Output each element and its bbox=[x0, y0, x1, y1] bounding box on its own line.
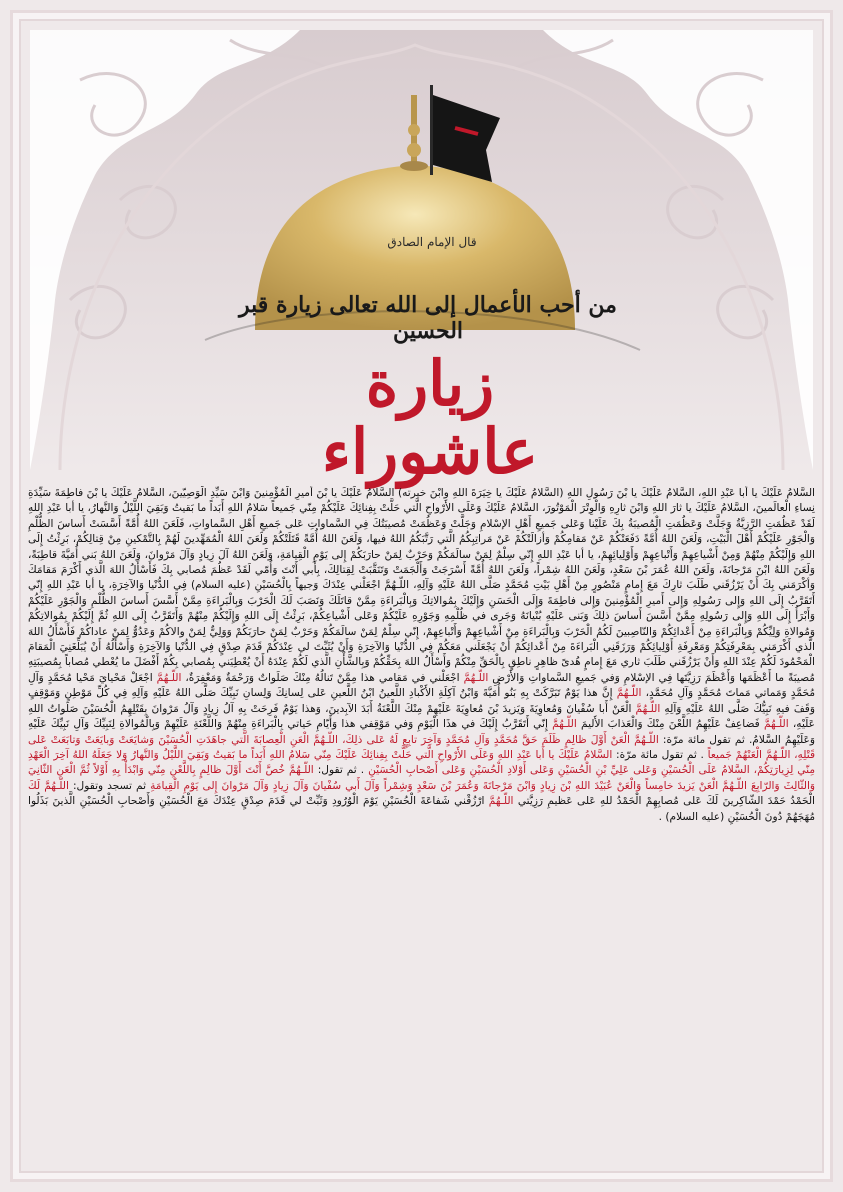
text-segment-highlight: اللّـهُمَّ الْعَنْ أَوَّلَ ظالِمٍ ظَلَمَ حَقَّ مُحَمَّدٍ وَآلِ مُحَمَّدٍ وَآخِرَ تابِعٍ لَهُ عَلى ذلِكَ، اللّـهُمَّ الْعَنِ الْعِصابَةَ الَّتي جاهَدَتِ الْحُسَيْنَ وَشايَعَتْ وَبايَعَتْ وَتابَعَتْ عَلى قَتْلِهِ، اللّـهُمَّ الْعَنْهُمْ جَميعاً bbox=[28, 733, 815, 761]
text-segment: . ثم تقول مائة مرّة: bbox=[612, 748, 708, 761]
text-segment: الْحَمْدُ حَمْدَ الشّاكِرينَ لَكَ عَلى مُصابِهِمْ الْحَمْدُ للهِ عَلى عَظيمِ رَزِيَّتي bbox=[513, 795, 815, 808]
text-segment-highlight: اللّـهُمَّ bbox=[763, 718, 789, 731]
text-segment: السَّلامُ عَلَيْكَ يا أبا عَبْدِ اللهِ، السَّلامُ عَلَيْكَ يا بْنَ رَسُولِ اللهِ (السَّلامُ عَلَيْكَ يا خِيَرَةَ اللهِ وابْنَ خيرته) السَّلامُ عَلَيْكَ يا بْنَ أميرِ الْمُؤْمِنينَ وَابْنَ سَيِّدِ الْوَصِيّينَ، السَّلامُ عَلَيْكَ يا بْنَ فاطِمَةَ سَيِّدَةِ نِساءِ الْعالَمينَ، السَّلامُ عَلَيْكَ يا ثارَ اللهِ وَابْنَ ثارِهِ وَالْوِتْرَ الْمَوْتُورَ، السَّلامُ عَلَيْكَ وَعَلَى الأَرْواحِ الَّتي حَلَّتْ بِفِنائِكَ عَلَيْكُمْ مِنّي جَميعاً سَلامُ اللهِ أَبَداً ما بَقيتُ وَبَقِيَ اللَّيْلُ وَالنَّهارُ، يا أبا عَبْدِ اللهِ لَقَدْ عَظُمَتِ الرَّزِيَّةُ وَجَلَّتْ وَعَظُمَتِ الْمُصيبَةُ بِكَ عَلَيْنا وَعَلى جَميعِ أَهْلِ الإسْلامِ وَجَلَّتْ وَعَظُمَتْ مُصيبَتُكَ فِي السَّماواتِ عَلى جَميعِ أَهْلِ السَّماواتِ، فَلَعَنَ اللهُ أُمَّةً أَسَّسَتْ أَساسَ الظُّلْمِ وَالْجَوْرِ عَلَيْكُمْ أَهْلَ الْبَيْتِ، وَلَعَنَ اللهُ أُمَّةً دَفَعَتْكُمْ عَنْ مَقامِكُمْ وَأزالَتْكُمْ عَنْ مَراتِبِكُمُ الَّتي رَتَّبَكُمُ اللهُ فيها، وَلَعَنَ اللهُ أُمَّةً قَتَلَتْكُمْ وَلَعَنَ اللهُ الْمُمَهِّدينَ لَهُمْ بِالتَّمْكينِ مِنْ قِتالِكُمْ، بَرِئْتُ إِلَى اللهِ وَإِلَيْكُمْ مِنْهُمْ وَمِنْ أَشْياعِهِمْ وَأَتْباعِهِمْ وَأَوْلِيائِهِمْ، يا أبا عَبْدِ اللهِ إِنّي سِلْمٌ لِمَنْ سالَمَكُمْ وَحَرْبٌ لِمَنْ حارَبَكُمْ إِلى يَوْمِ الْقِيامَةِ، وَلَعَنَ اللهُ آلَ زِيادٍ وَآلَ مَرْوانَ، وَلَعَنَ اللهُ بَني أُمَيَّةَ قاطِبَةً، وَلَعَنَ اللهُ ابْنَ مَرْجانَةَ، وَلَعَنَ اللهُ عُمَرَ بْنَ سَعْدٍ، وَلَعَنَ اللهُ شِمْراً، وَلَعَنَ اللهُ أُمَّةً أَسْرَجَتْ وَأَلْجَمَتْ وَتَنَقَّبَتْ لِقِتالِكَ، بِأَبي أَنْتَ وَأُمّي لَقَدْ عَظُمَ مُصابي بِكَ فَأَسْأَلُ اللهَ الَّذي أَكْرَمَ مَقامَكَ وَأكْرَمَني بِكَ أَنْ يَرْزُقَني طَلَبَ ثارِكَ مَعَ إِمامٍ مَنْصُورٍ مِنْ أَهْلِ بَيْتِ مُحَمَّدٍ صَلَّى اللهُ عَلَيْهِ وَآلِهِ، اللّـهُمَّ اجْعَلْني عِنْدَكَ وَجيهاً بِالْحُسَيْنِ (عليه السلام) فِي الدُّنْيا وَالآخِرَةِ، يا أبا عَبْدِ اللهِ إِنّي أَتَقَرَّبُ إِلَى اللهِ وَإِلى رَسُولِهِ وَإِلى أَميرِ الْمُؤْمِنينَ وَإِلى فاطِمَةَ وَإِلَى الْحَسَنِ وَإِلَيْكَ بِمُوالاتِكَ وَبِالْبَراءَةِ مِمَّنْ قاتَلَكَ وَنَصَبَ لَكَ الْحَرْبَ وَبِالْبَراءَةِ مِمَّنْ أَسَّسَ أَساسَ الظُّلْمِ وَالْجَوْرِ عَلَيْكُمْ وَأَبْرَأُ إِلَى اللهِ وَإِلى رَسُولِهِ مِمَّنْ أَسَّسَ أَساسَ ذلِكَ وَبَنى عَلَيْهِ بُنْيانَهُ وَجَرى في ظُلْمِهِ وَجَوْرِهِ عَلَيْكُمْ وَعَلى أَشْياعِكُمْ، بَرِئْتُ إِلَى اللهِ وَإِلَيْكُمْ مِنْهُمْ وَأَتَقَرَّبُ إِلَى اللهِ ثُمَّ إِلَيْكُمْ بِمُوالاتِكُمْ وَمُوالاةِ وَلِيِّكُمْ وَبِالْبَراءَةِ مِنْ أَعْدائِكُمْ وَالنّاصِبينَ لَكُمُ الْحَرْبَ وَبِالْبَراءَةِ مِنْ أَشْياعِهِمْ وَأَتْباعِهِمْ، إِنّي سِلْمٌ لِمَنْ سالَمَكُمْ وَحَرْبٌ لِمَنْ حارَبَكُمْ وَوَلِيٌّ لِمَنْ والاكُمْ وَعَدُوٌّ لِمَنْ عاداكُمْ فَأَسْأَلُ اللهَ الَّذي أَكْرَمَني بِمَعْرِفَتِكُمْ وَمَعْرِفَةِ أَوْلِيائِكُمْ وَرَزَقَنِي الْبَراءَةَ مِنْ أَعْدائِكُمْ أَنْ يَجْعَلَني مَعَكُمْ فِي الدُّنْيا وَالآخِرَةِ وَأَنْ يُثَبِّتَ لي عِنْدَكُمْ قَدَمَ صِدْقٍ فِي الدُّنْيا وَالآخِرَةِ وَأَسْأَلُهُ أَنْ يُبَلِّغَنِيَ الْمَقامَ الْمَحْمُودَ لَكُمْ عِنْدَ اللهِ وَأَنْ يَرْزُقَني طَلَبَ ثاري مَعَ إِمامٍ هُدىً ظاهِرٍ ناطِقٍ بِالْحَقِّ مِنْكُمْ وَأَسْأَلُ اللهَ بِحَقِّكُمْ وَبِالشَّأْنِ الَّذي لَكُمْ عِنْدَهُ أَنْ يُعْطِيَني بِمُصابي بِكُمْ أَفْضَلَ ما يُعْطي مُصاباً بِمُصيبَتِهِ مُصيبَةً ما أَعْظَمَها وَأَعْظَمَ رَزِيَّتَها فِي الإسْلامِ وَفي جَميعِ السَّماواتِ وَالأَرْضِ bbox=[28, 487, 815, 684]
text-segment: فَضاعِفْ عَلَيْهِمُ اللَّعْنَ مِنْكَ وَالْعَذابَ الأَليمَ bbox=[576, 718, 764, 731]
text-segment: اجْعَلْ مَحْيايَ مَحْيا مُحَمَّدٍ وَآلِ مُحَمَّدٍ وَمَماتي مَماتَ مُحَمَّدٍ وَآلِ مُحَمَّدٍ، bbox=[28, 671, 815, 700]
text-segment: . ثم تقول: bbox=[313, 764, 369, 777]
text-segment: إِنَّ هذا يَوْمٌ تَبَرَّكَتْ بِهِ بَنُو أُمَيَّةَ وَابْنُ آكِلَةِ الأَكْبادِ اللَّعينُ ابْنُ اللَّعينِ عَلى لِسانِكَ وَلِسانِ نَبِيِّكَ صَلَّى اللهُ عَلَيْهِ وَآلِهِ فِي كُلِّ مَوْطِنٍ وَمَوْقِفٍ وَقَفَ فيهِ نَبِيُّكَ صَلَّى اللهُ عَلَيْهِ وَآلِهِ bbox=[28, 687, 815, 715]
text-segment-highlight: اللّـهُمَّ bbox=[463, 671, 489, 684]
text-segment-highlight: اللّـهُمَّ bbox=[488, 795, 514, 808]
text-segment: إِنّي أَتَقَرَّبُ إِلَيْكَ في هذَا الْيَوْمِ وَفي مَوْقِفي هذا وَأَيّامِ حَياتي بِالْبَراءَةِ مِنْهُمْ وَاللَّعْنَةِ عَلَيْهِمْ وَبِالْمُوالاةِ لِنَبِيِّكَ وَآلِ نَبِيِّكَ عَلَيْهِ وَعَلَيْهِمُ السَّلامُ. ثم تقول مائة مرّة: bbox=[28, 718, 815, 746]
text-segment: اجْعَلْني في مَقامي هذا مِمَّنْ تَنالُهُ مِنْكَ صَلَواتٌ وَرَحْمَةٌ وَمَغْفِرَةٌ، bbox=[181, 671, 464, 684]
text-segment-highlight: اللّـهُمَّ bbox=[552, 718, 577, 731]
finial-ball bbox=[408, 124, 420, 136]
flag-pole bbox=[430, 85, 433, 175]
text-segment-highlight: اللّـهُمَّ bbox=[616, 687, 642, 700]
text-segment-highlight: اللّـهُمَّ لَكَ bbox=[28, 779, 69, 792]
main-title: زيارة عاشوراء bbox=[321, 347, 539, 489]
text-segment: ثم تسجد وتقول: bbox=[68, 779, 151, 792]
supplication-text bbox=[28, 486, 815, 1176]
text-segment: ارْزُقْني شَفاعَةَ الْحُسَيْنِ يَوْمَ الْوُرُودِ وَثَبِّتْ لي قَدَمَ صِدْقٍ عِنْدَكَ مَعَ الْحُسَيْنِ وَأَصْحابِ الْحُسَيْنِ الَّذينَ بَذَلُوا مُهَجَهُمْ دُونَ الْحُسَيْنِ (عليه السلام) . bbox=[28, 795, 815, 823]
text-segment-highlight: السَّلامُ عَلَيْكَ يا أَبا عَبْدِ اللهِ وَعَلَى الأَرْواحِ الَّتي حَلَّتْ بِفِنائِكَ عَلَيْكَ مِنّي سَلامُ اللهِ أَبَداً ما بَقيتُ وَبَقِيَ اللَّيْلُ وَالنَّهارُ وَلا جَعَلَهُ اللهُ آخِرَ الْعَهْدِ مِنّي لِزِيارَتِكُمْ، السَّلامُ عَلَى الْحُسَيْنِ وَعَلى عَلِيِّ بْنِ الْحُسَيْنِ وَعَلى أَوْلادِ الْحُسَيْنِ وَعَلى أَصْحابِ الْحُسَيْنِ bbox=[28, 748, 815, 777]
text-segment: الْعَنْ أَبا سُفْيانَ وَمُعاوِيَةَ وَيَزيدَ بْنَ مُعاوِيَةَ عَلَيْهِمْ مِنْكَ اللَّعْنَةُ أَبَدَ الآبِدينَ، وَهذا يَوْمٌ فَرِحَتْ بِهِ آلُ زِيادٍ وَآلُ مَرْوانَ بِقَتْلِهِمُ الْحُسَيْنَ صَلَواتُ اللهِ عَلَيْهِ، bbox=[28, 702, 815, 731]
quote-attribution: قال الإمام الصادق bbox=[387, 235, 477, 249]
text-segment-highlight: اللّـهُمَّ خُصَّ أَنْتَ أَوَّلَ ظالِمٍ بِاللَّعْنِ مِنّي وَابْدَأْ بِهِ أَوَّلاً ثُمَّ الْعَنِ الثّانِيَ وَالثّالِثَ وَالرّابِعَ اللّـهُمَّ الْعَنْ يَزيدَ خامِساً وَالْعَنْ عُبَيْدَ اللهِ بْنَ زِيادٍ وَابْنَ مَرْجانَةَ وَعُمَرَ بْنَ سَعْدٍ وَشِمْراً وَآلَ أَبي سُفْيانَ وَآلَ زِيادٍ وَآلَ مَرْوانَ إِلى يَوْمِ الْقِيامَةِ bbox=[28, 764, 815, 792]
headline-calligraphy: من أحب الأعمال إلى الله تعالى زيارة قبر الحسين bbox=[239, 292, 617, 344]
text-segment-highlight: اللّـهُمَّ bbox=[156, 671, 182, 684]
finial-ball bbox=[407, 143, 421, 157]
finial-base bbox=[400, 161, 428, 171]
text-segment-highlight: اللّـهُمَّ bbox=[635, 702, 661, 715]
